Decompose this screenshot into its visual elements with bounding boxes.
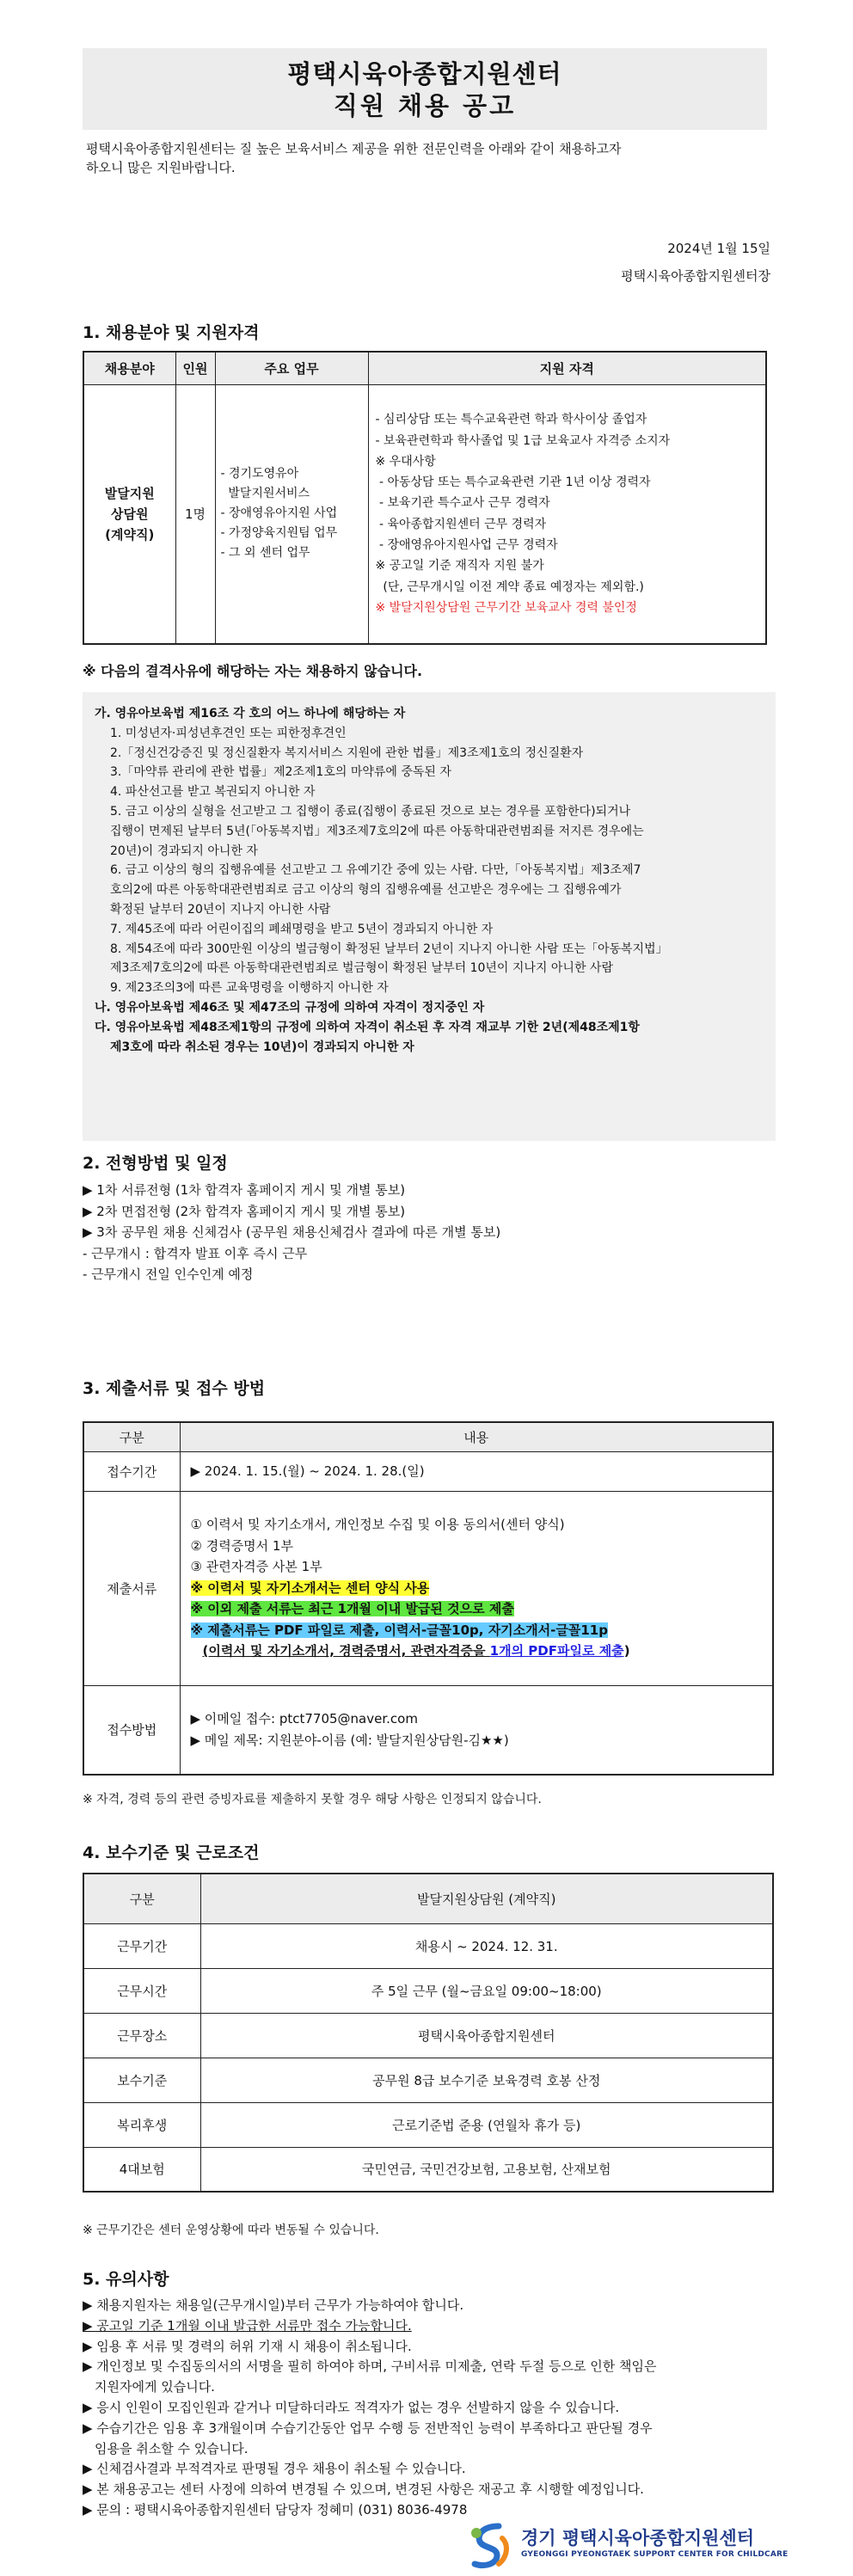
table-row: 복리후생 근로기준법 준용 (연월차 휴가 등) xyxy=(83,2102,773,2147)
selection-steps: ▶ 1차 서류전형 (1차 합격자 홈페이지 게시 및 개별 통보) ▶ 2차 면접전형 (2차 합격자 홈페이지 게시 및 개별 통보) ▶ 3차 공무원 채용 신체검사 (공무원 채용신체검사 결과에 따른 개별 통보) - 근무개시 : 합격자 발표 이후 즉시 근무 - 근무개시 전일 인수인계 예정 xyxy=(83,1182,501,1282)
center-logo xyxy=(464,2519,808,2571)
contact-line: ▶ 문의 : 평택시육아종합지원센터 담당자 정혜미 (031) 8036-4978 xyxy=(83,2501,468,2518)
exclusion-box: 가. 영유아보육법 제16조 각 호의 어느 하나에 해당하는 자 1. 미성년자·피성년후견인 또는 피한정후견인 2.「정신건강증진 및 정신질환자 복지서비스 지원에 관한 법률」제3조제1호의 정신질환자 3.「마약류 관리에 관한 법률」제2조제1호의 마약류에 중독된 자 4. 파산선고를 받고 복권되지 아니한 자 5. 금고 이상의 실형을 선고받고 그 집행이 종료(집행이 종료된 것으로 보는 경우를 포함한다)되거나 집행이 면제된 날부터 5년(「아동복지법」제3조제7호의2에 따른 아동학대관련범죄를 저지른 경우에는 20년)이 경과되지 아니한 자 6. 금고 이상의 형의 집행유예를 선고받고 그 유예기간 중에 있는 사람. 다만,「아동복지법」제3조제7 호의2에 따른 아동학대관련범죄로 금고 이상의 형의 집행유예를 선고받은 경우에는 그 집행유예가 확정된 날부터 20년이 지나지 아니한 사람 7. 제45조에 따라 어린이집의 폐쇄명령을 받고 5년이 경과되지 아니한 자 8. 제54조에 따라 300만원 이상의 벌금형이 확정된 날부터 2년이 지나지 아니한 사람 또는「아동복지법」 제3조제7호의2에 따른 아동학대관련범죄로 벌금형이 확정된 날부터 10년이 지나지 아니한 사람 9. 제23조의3에 따른 교육명령을 이행하지 아니한 자 나. 영유아보육법 제46조 및 제47조의 규정에 의하여 자격이 정지중인 자 다. 영유아보육법 제48조제1항의 규정에 의하여 자격이 취소된 후 자격 재교부 기한 2년(제48조제1항 제3호에 따라 취소된 경우는 10년)이 경과되지 아니한 자 xyxy=(83,692,776,1141)
table-row: 근무시간 주 5일 근무 (월~금요일 09:00~18:00) xyxy=(83,1968,773,2013)
notes-list: ▶ 채용지원자는 채용일(근무개시일)부터 근무가 가능하여야 합니다. ▶ 공고일 기준 1개월 이내 발급한 서류만 접수 가능합니다. ▶ 임용 후 서류 및 경력의 허위 기재 시 채용이 취소됩니다. ▶ 개인정보 및 수집동의서의 서명을 필히 하여야 하며, 구비서류 미제출, 연락 두절 등으로 인한 책임은 지원자에게 있습니다. ▶ 응시 인원이 모집인원과 같거나 미달하더라도 적격자가 없는 경우 선발하지 않을 수 있습니다. ▶ 수습기간은 임용 후 3개월이며 수습기간동안 업무 수행 등 전반적인 능력이 부족하다고 판단될 경우 임용을 취소할 수 있습니다. ▶ 신체검사결과 부적격자로 판명될 경우 채용이 취소될 수 있습니다. ▶ 본 채용공고는 센터 사정에 의하여 변경될 수 있으며, 변경된 사항은 재공고 후 시행할 예정입니다. ▶ 문의 : 평택시육아종합지원센터 담당자 정혜미 (031) 8036-4978 xyxy=(83,2296,779,2521)
col-header: 주요 업무 xyxy=(215,352,368,384)
highlight-form-note: ※ 이력서 및 자기소개서는 센터 양식 사용 xyxy=(190,1579,430,1596)
period-label: 접수기간 xyxy=(83,1451,180,1491)
email-line: ▶ 이메일 접수: ptct7705@naver.com xyxy=(190,1711,418,1727)
col-header: 구분 xyxy=(83,1874,200,1923)
highlight-recent-note: ※ 이외 제출 서류는 최근 1개월 이내 발급된 것으로 제출 xyxy=(190,1601,514,1617)
notice-title: 직원 채용 공고 xyxy=(333,91,517,120)
docs-list: ① 이력서 및 자기소개서, 개인정보 수집 및 이용 동의서(센터 양식) ② 경력증명서 1부 ③ 관련자격증 사본 1부 ※ 이력서 및 자기소개서는 센터 양식 사용 ※ 이외 제출 서류는 최근 1개월 이내 발급된 것으로 제출 ※ 제출서류는 PDF 파일로 제출, 이력서-글꼴10p, 자기소개서-글꼴11p (이력서 및 자기소개서, 경력증명서, 관련자격증을 1개의 PDF파일로 제출) xyxy=(180,1491,773,1685)
method-value xyxy=(180,1685,773,1775)
col-header: 구분 xyxy=(83,1422,180,1451)
pdf-note: (이력서 및 자기소개서, 경력증명서, 관련자격증을 1개의 PDF파일로 제출) xyxy=(202,1643,630,1659)
period-footnote: ※ 근무기간은 센터 운영상황에 따라 변동될 수 있습니다. xyxy=(83,2223,379,2237)
positions-table xyxy=(83,351,767,645)
logo-icon xyxy=(464,2519,516,2571)
table-row: 4대보험 국민연금, 국민건강보험, 고용보험, 산재보험 xyxy=(83,2147,773,2192)
notice-date: 2024년 1월 15일 xyxy=(667,241,770,256)
logo-name-kr: 경기 평택시육아종합지원센터 xyxy=(521,2528,755,2548)
conditions-table xyxy=(83,1873,774,2193)
section2-title: 2. 전형방법 및 일정 xyxy=(83,1154,228,1173)
col-header: 인원 xyxy=(175,352,215,384)
duties-cell: - 경기도영유아 발달지원서비스 - 장애영유아지원 사업 - 가정양육지원팀 업무 - 그 외 센터 업무 xyxy=(215,384,368,644)
highlight-pdf-note: ※ 제출서류는 PDF 파일로 제출, 이력서-글꼴10p, 자기소개서-글꼴11p xyxy=(190,1622,608,1638)
submission-table xyxy=(83,1421,774,1776)
evidence-footnote: ※ 자격, 경력 등의 관련 증빙자료를 제출하지 못할 경우 해당 사항은 인정되지 않습니다. xyxy=(83,1793,542,1806)
section4-title: 4. 보수기준 및 근로조건 xyxy=(83,1843,260,1862)
table-row: 근무기간 채용시 ~ 2024. 12. 31. xyxy=(83,1923,773,1968)
exclusion-heading: ※ 다음의 결격사유에 해당하는 자는 채용하지 않습니다. xyxy=(83,663,423,679)
qualifications-cell: - 심리상담 또는 특수교육관련 학과 학사이상 졸업자 - 보육관련학과 학사졸업 및 1급 보육교사 자격증 소지자 ※ 우대사항 - 아동상담 또는 특수교육관련 기관 1년 이상 경력자 - 보육기관 특수교사 근무 경력자 - 육아종합지원센터 근무 경력자 - 장애영유아지원사업 근무 경력자 ※ 공고일 기준 재직자 지원 불가 (단, 근무개시일 이전 계약 종료 예정자는 제외함.) ※ 발달지원상담원 근무기간 보육교사 경력 불인정 xyxy=(368,384,766,644)
title-banner xyxy=(83,48,767,130)
field-cell: 발달지원 상담원 (계약직) xyxy=(83,384,175,644)
count-cell: 1명 xyxy=(175,384,215,644)
docs-label: 제출서류 xyxy=(83,1491,180,1685)
col-header: 지원 자격 xyxy=(368,352,766,384)
table-row: 보수기준 공무원 8급 보수기준 보육경력 호봉 산정 xyxy=(83,2058,773,2102)
center-title: 평택시육아종합지원센터 xyxy=(287,59,562,89)
section5-title: 5. 유의사항 xyxy=(83,2270,169,2289)
col-header: 내용 xyxy=(180,1422,773,1451)
section3-title: 3. 제출서류 및 접수 방법 xyxy=(83,1379,266,1398)
period-value: ▶ 2024. 1. 15.(월) ~ 2024. 1. 28.(일) xyxy=(180,1451,773,1491)
section1-title: 1. 채용분야 및 지원자격 xyxy=(83,323,260,342)
intro-text: 평택시육아종합지원센터는 질 높은 보육서비스 제공을 위한 전문인력을 아래와 같이 채용하고자 하오니 많은 지원바랍니다. xyxy=(86,141,622,175)
logo-name-en: GYEONGGI PYEONGTAEK SUPPORT CENTER FOR CHILDCARE xyxy=(521,2550,789,2559)
col-header: 발달지원상담원 (계약직) xyxy=(200,1874,773,1923)
col-header: 채용분야 xyxy=(83,352,175,384)
subject-line: ▶ 메일 제목: 지원분야-이름 (예: 발달지원상담원-김★★) xyxy=(190,1732,509,1748)
qual-warning: ※ 발달지원상담원 근무기간 보육교사 경력 불인정 xyxy=(375,600,637,615)
method-label: 접수방법 xyxy=(83,1685,180,1775)
issuer: 평택시육아종합지원센터장 xyxy=(621,268,770,284)
table-row: 근무장소 평택시육아종합지원센터 xyxy=(83,2013,773,2058)
